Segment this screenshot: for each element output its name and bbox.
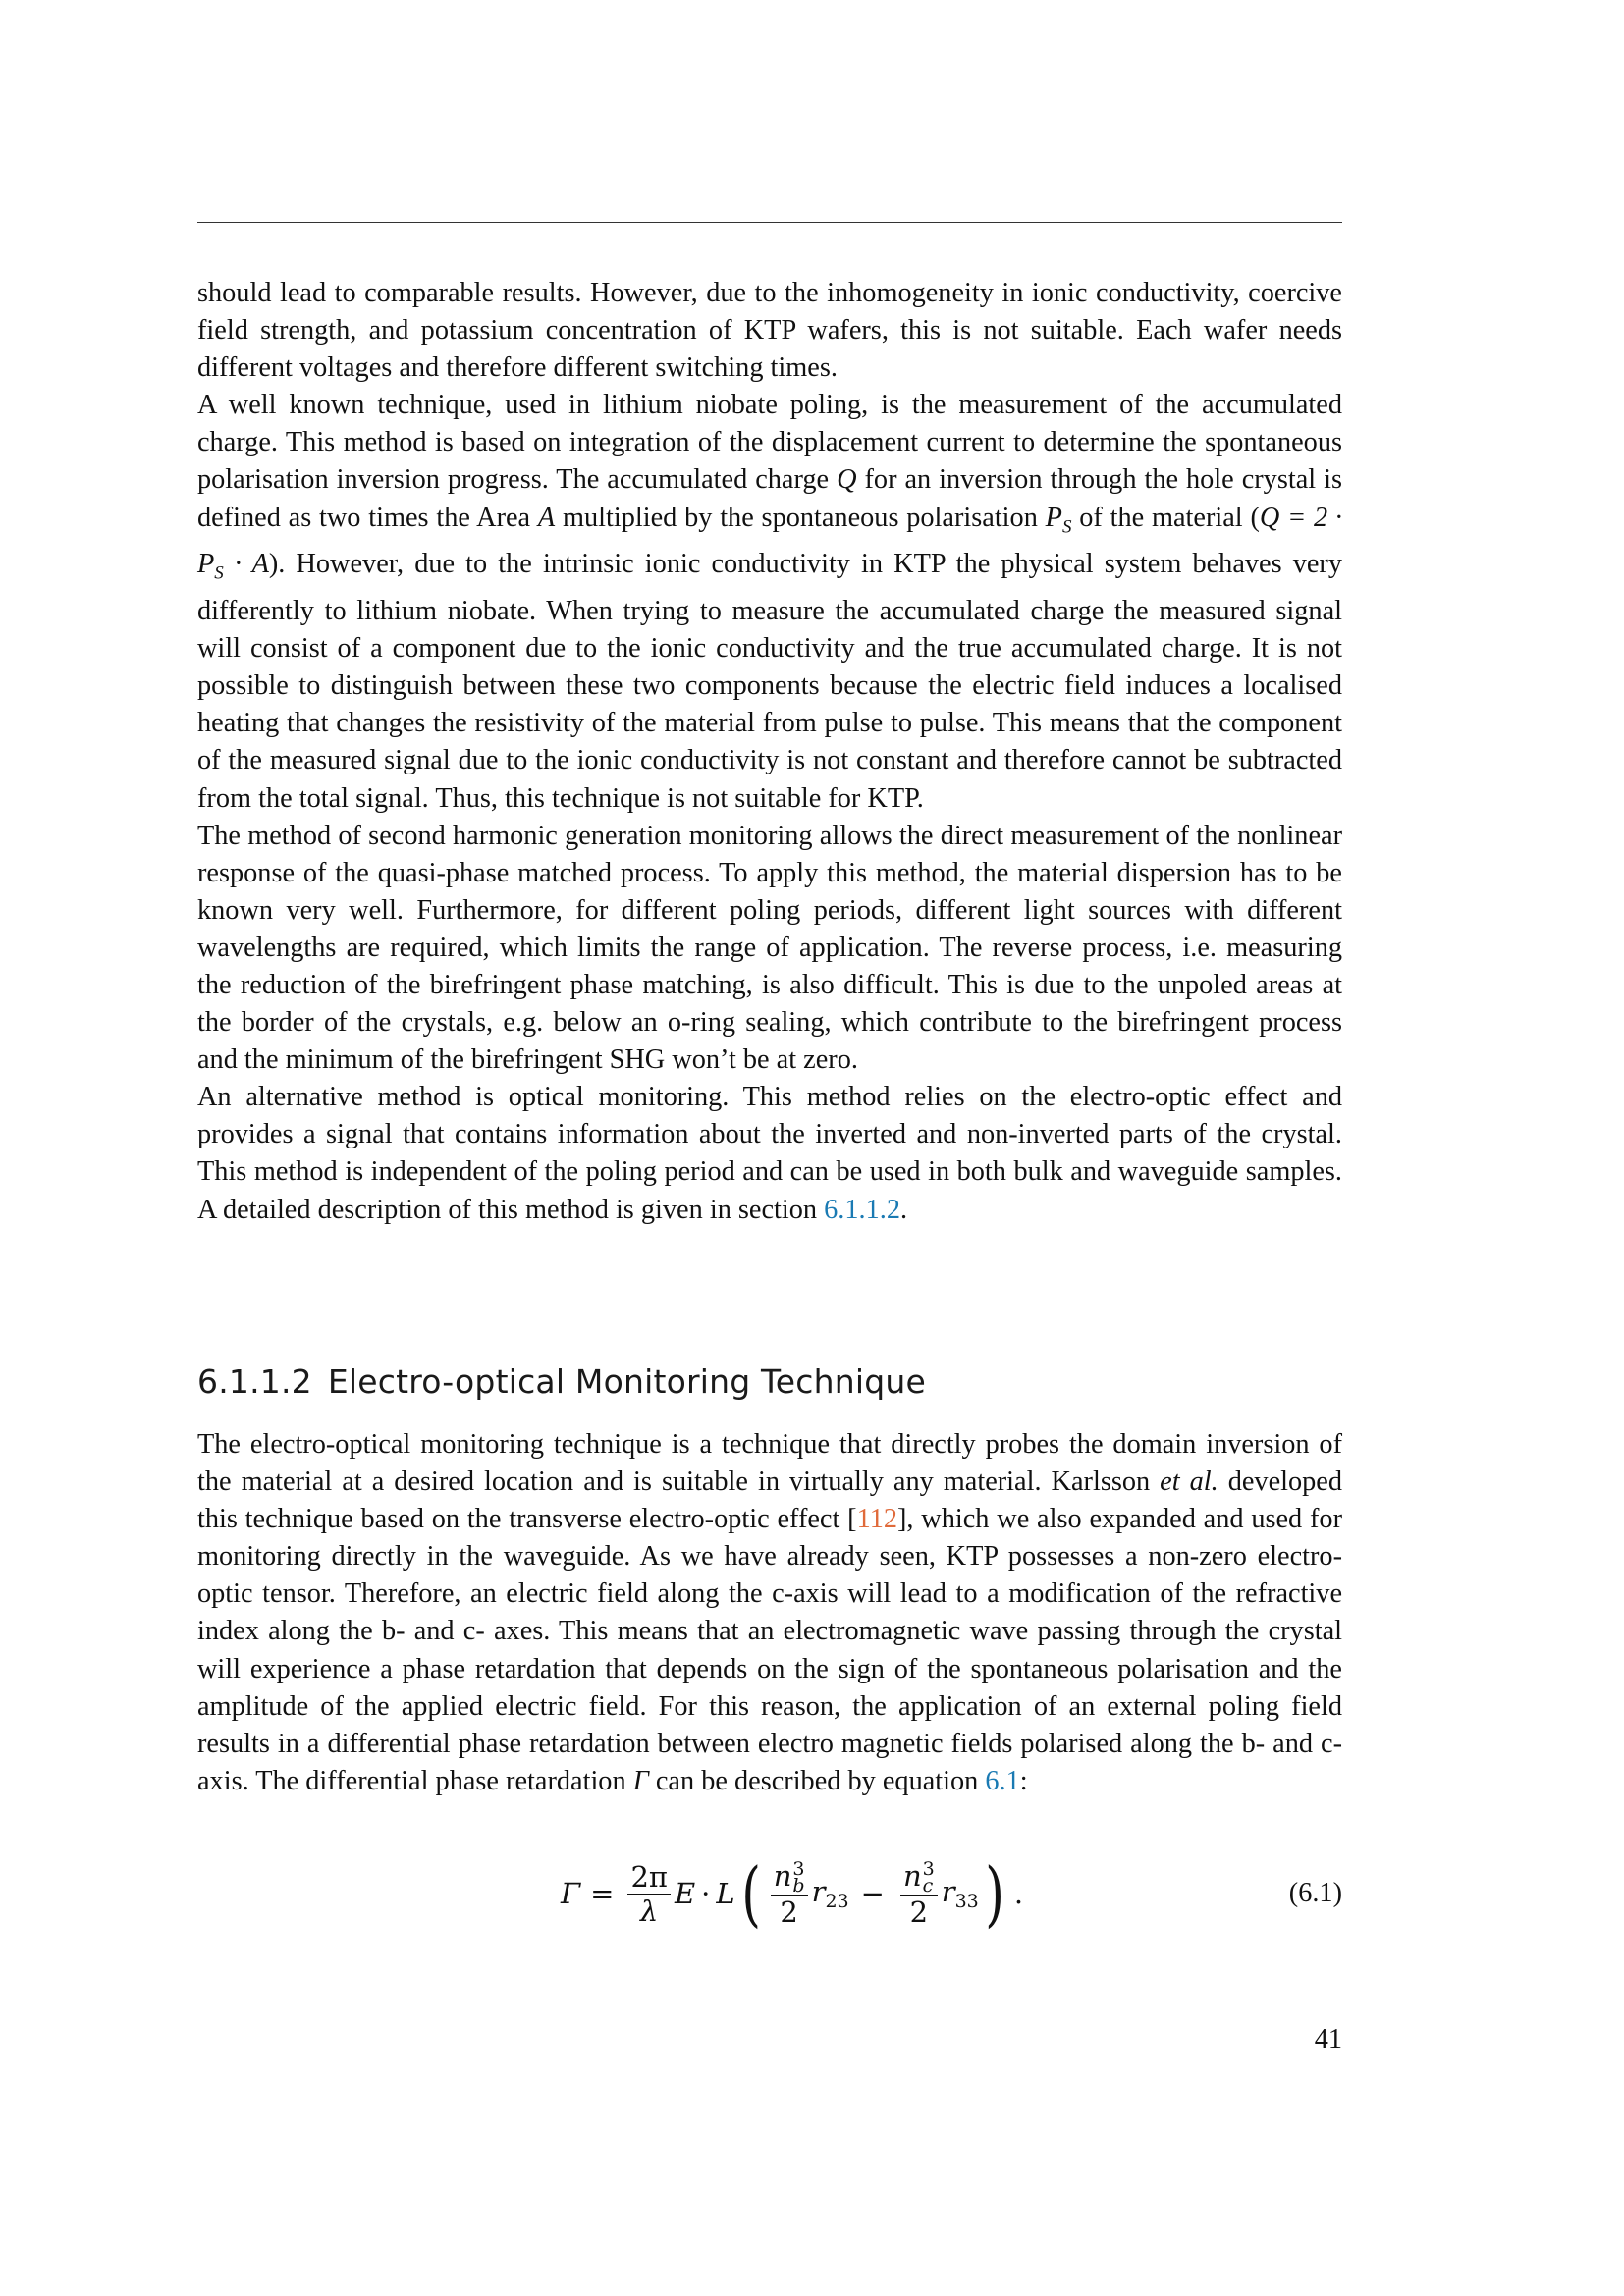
paragraph-4-text-a: An alternative method is optical monitoring. This method relies on the electro-optic effect and provides a signal that contains information about the inverted and non-inverted parts of the crystal. This method is independent of the poling period and can be used in both bulk and waveguide samples. A detailed description of this method is given in section (197, 1082, 1342, 1225)
symbol-q: Q (837, 464, 857, 496)
paragraph-2-text-e: ). However, due to the intrinsic ionic conductivity in KTP the physical system behaves very differently to lithium niobate. When trying to measure the accumulated charge the measured signal will consist of a component due to the ionic conductivity and the true accumulated charge. It is not possible to distinguish between these two components because the electric field induces a localised heating that changes the resistivity of the material from pulse to pulse. This means that the component of the measured signal due to the ionic conductivity is not constant and therefore cannot be subtracted from the total signal. Thus, this technique is not suitable for KTP. (197, 549, 1342, 814)
eq-period: . (1013, 1877, 1024, 1910)
section-text-e: : (1019, 1765, 1028, 1796)
eq-right-paren: ) (984, 1852, 1004, 1935)
eq-l: L (716, 1877, 735, 1910)
body-text (197, 275, 1342, 1229)
eq-minus: − (860, 1877, 885, 1910)
paragraph-4-text-b: . (899, 1194, 908, 1225)
symbol-gamma: Γ (632, 1765, 649, 1796)
paragraph-3: The method of second harmonic generation monitoring allows the direct measurement of the nonlinear response of the quasi-phase matched process. To apply this method, the material dispersion has to be known very well. Furthermore, for different poling periods, different light sources with different wavelengths are required, which limits the range of application. The reverse process, i.e. measuring the reduction of the birefringent phase matching, is also difficult. This is due to the unpoled areas at the border of the crystals, e.g. below an o-ring sealing, which contribute to the birefringent process and the minimum of the birefringent SHG won’t be at zero. (197, 820, 1342, 1076)
eq-r33: $r_{33}$ (941, 1875, 979, 1912)
equation-number: (6.1) (1288, 1878, 1342, 1908)
section-text-a: The electro-optical monitoring technique is a technique that directly probes the domain inversion of the material at a desired location and is suitable in virtually any material. Karlsson (197, 1429, 1342, 1498)
section-body (197, 1426, 1342, 1800)
header-rule (197, 222, 1342, 223)
paragraph-2 (197, 387, 1342, 817)
eq-dot: · (701, 1877, 711, 1910)
paragraph-2-text-b: for an inversion through the hole crystal is defined as two times the Area (197, 464, 1342, 533)
eq-r23: $r_{23}$ (811, 1875, 849, 1912)
eq-gamma: Γ (561, 1877, 581, 1910)
section-title: Electro-optical Monitoring Technique (327, 1362, 927, 1401)
equation-body (561, 1849, 1023, 1938)
page-number: 41 (1314, 2024, 1342, 2055)
section-number: 6.1.1.2 (197, 1362, 312, 1401)
eq-e: E (674, 1877, 696, 1910)
document-page (197, 0, 1342, 2296)
equation-reference-link[interactable]: 6.1 (985, 1765, 1020, 1796)
paragraph-2-text-d: of the material ( (1071, 502, 1260, 533)
eq-fraction-2pi-lambda: $\frac{2\pi}{\lambda}$ (627, 1860, 671, 1928)
section-text-c: ], which we also expanded and used for monitoring directly in the waveguide. As we have already seen, KTP possesses a non-zero electro-optic tensor. Therefore, an electric field along the c-axis will lead to a modification of the refractive index along the b- and c- axes. This means that an electromagnetic wave passing through the crystal will experience a phase retardation that depends on the sign of the spontaneous polarisation and the amplitude of the applied electric field. For this reason, the application of an external poling field results in a differential phase retardation between electro magnetic fields polarised along the b- and c- axis. The differential phase retardation (197, 1504, 1342, 1796)
section-paragraph (197, 1426, 1342, 1800)
symbol-ps: $P_S$ (1045, 502, 1072, 538)
citation-link[interactable]: 112 (856, 1504, 897, 1535)
eq-fraction-nb: n 3 b 2 (771, 1859, 808, 1929)
section-text-d: can be described by equation (648, 1765, 986, 1796)
inline-formula: $Q = 2 \cdot P_S \cdot A$ (197, 502, 1342, 584)
section-text-b: developed this technique based on the transverse electro-optic effect [ (197, 1467, 1342, 1535)
section-reference-link[interactable]: 6.1.1.2 (824, 1194, 900, 1225)
eq-fraction-nc: n 3 c 2 (900, 1859, 938, 1929)
paragraph-2-text-a: A well known technique, used in lithium niobate poling, is the measurement of the accumulated charge. This method is based on integration of the displacement current to determine the spontaneous polarisation inversion progress. The accumulated charge (197, 390, 1342, 496)
eq-equals: = (590, 1877, 615, 1910)
paragraph-4 (197, 1079, 1342, 1228)
et-al: et al. (1160, 1467, 1218, 1498)
equation-6-1 (197, 1849, 1342, 1938)
eq-left-paren: ( (740, 1852, 761, 1935)
symbol-a: A (537, 502, 556, 533)
paragraph-2-text-c: multiplied by the spontaneous polarisation (555, 502, 1046, 533)
paragraph-1: should lead to comparable results. However, due to the inhomogeneity in ionic conductivity, coercive field strength, and potassium concentration of KTP wafers, this is not suitable. Each wafer needs different voltages and therefore different switching times. (197, 278, 1342, 384)
section-heading (197, 1362, 1342, 1402)
